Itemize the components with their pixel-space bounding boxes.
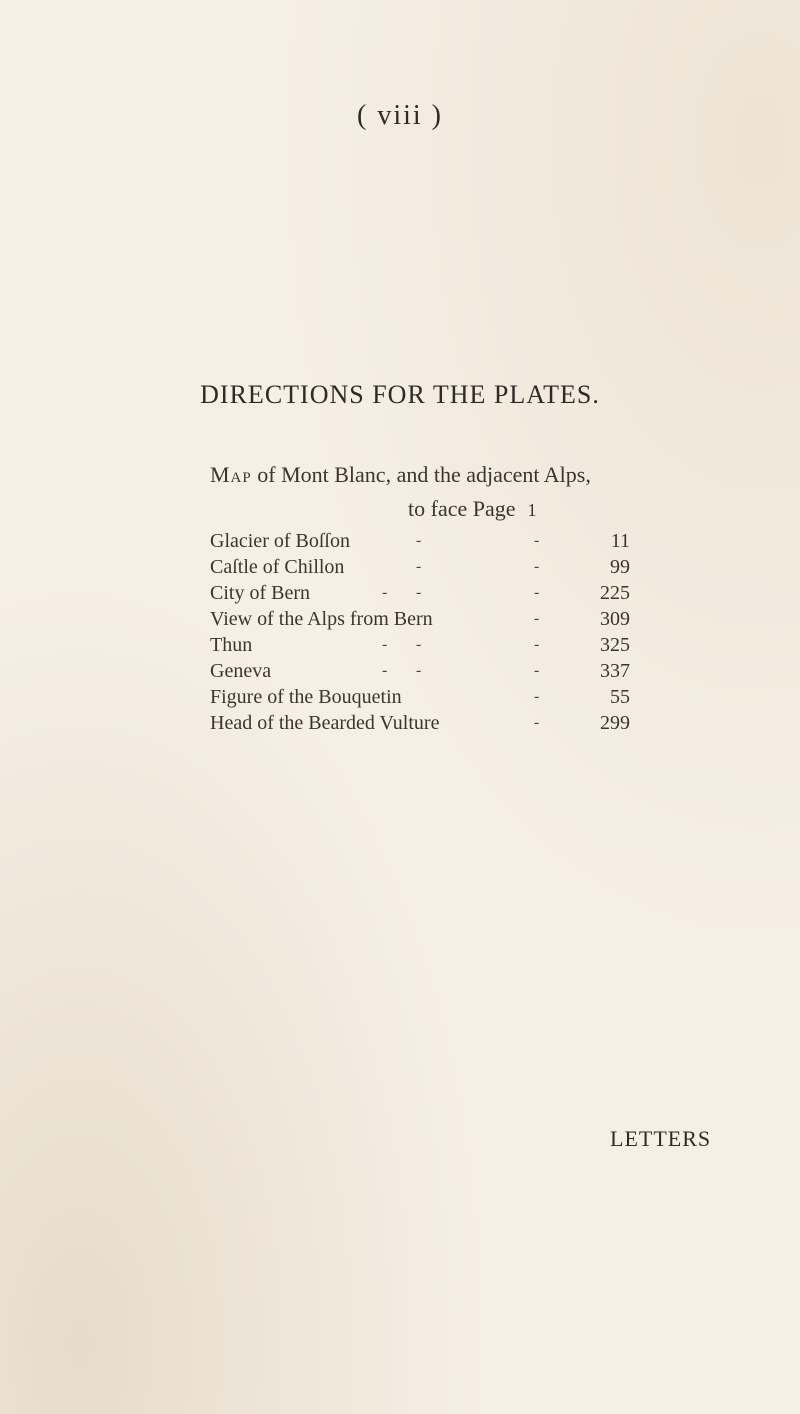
plate-title: Figure of the Bouquetin <box>210 686 402 708</box>
plate-page: 309 <box>600 608 630 630</box>
plate-page: 225 <box>600 582 630 604</box>
plate-entry <box>210 529 630 553</box>
plate-page: 337 <box>600 660 630 682</box>
to-face-page-label: to face Page <box>408 496 516 521</box>
plate-entry <box>210 555 630 579</box>
plate-entry <box>210 659 630 683</box>
page-number: ( viii ) <box>357 100 443 131</box>
plate-entry <box>210 711 630 735</box>
leader-dash: - <box>534 532 540 549</box>
map-entry-title-smallcaps: Map <box>210 462 252 487</box>
catchword: LETTERS <box>610 1126 712 1151</box>
plate-title: Caſtle of Chillon <box>210 556 345 578</box>
leader-dash: - <box>416 636 422 653</box>
map-entry-page: 1 <box>527 500 537 520</box>
leader-dash: - <box>534 558 540 575</box>
plate-list <box>210 529 630 737</box>
plate-entry <box>210 685 630 709</box>
leader-dash: - <box>416 584 422 601</box>
leader-dash: - <box>382 636 388 653</box>
plate-page: 11 <box>610 530 630 552</box>
leader-dash: - <box>416 558 422 575</box>
plate-entry <box>210 581 630 605</box>
plate-title: City of Bern <box>210 582 310 604</box>
leader-dash: - <box>534 610 540 627</box>
leader-dash: - <box>534 584 540 601</box>
map-entry-line <box>210 462 591 488</box>
leader-dash: - <box>382 584 388 601</box>
plate-entry <box>210 633 630 657</box>
plate-page: 55 <box>610 686 630 708</box>
leader-dash: - <box>416 532 422 549</box>
plate-page: 299 <box>600 712 630 734</box>
leader-dash: - <box>416 662 422 679</box>
plate-entry <box>210 607 630 631</box>
plate-page: 99 <box>610 556 630 578</box>
plate-title: View of the Alps from Bern <box>210 608 433 630</box>
plate-title: Head of the Bearded Vulture <box>210 712 440 734</box>
leader-dash: - <box>382 662 388 679</box>
leader-dash: - <box>534 662 540 679</box>
plate-page: 325 <box>600 634 630 656</box>
leader-dash: - <box>534 688 540 705</box>
leader-dash: - <box>534 714 540 731</box>
section-heading: DIRECTIONS FOR THE PLATES. <box>200 380 600 409</box>
map-entry-page-line <box>408 496 537 522</box>
map-entry-title-rest: of Mont Blanc, and the adjacent Alps, <box>251 462 591 487</box>
plate-title: Geneva <box>210 660 272 682</box>
plate-title: Glacier of Boſſon <box>210 530 350 552</box>
leader-dash: - <box>534 636 540 653</box>
plate-title: Thun <box>210 634 253 656</box>
